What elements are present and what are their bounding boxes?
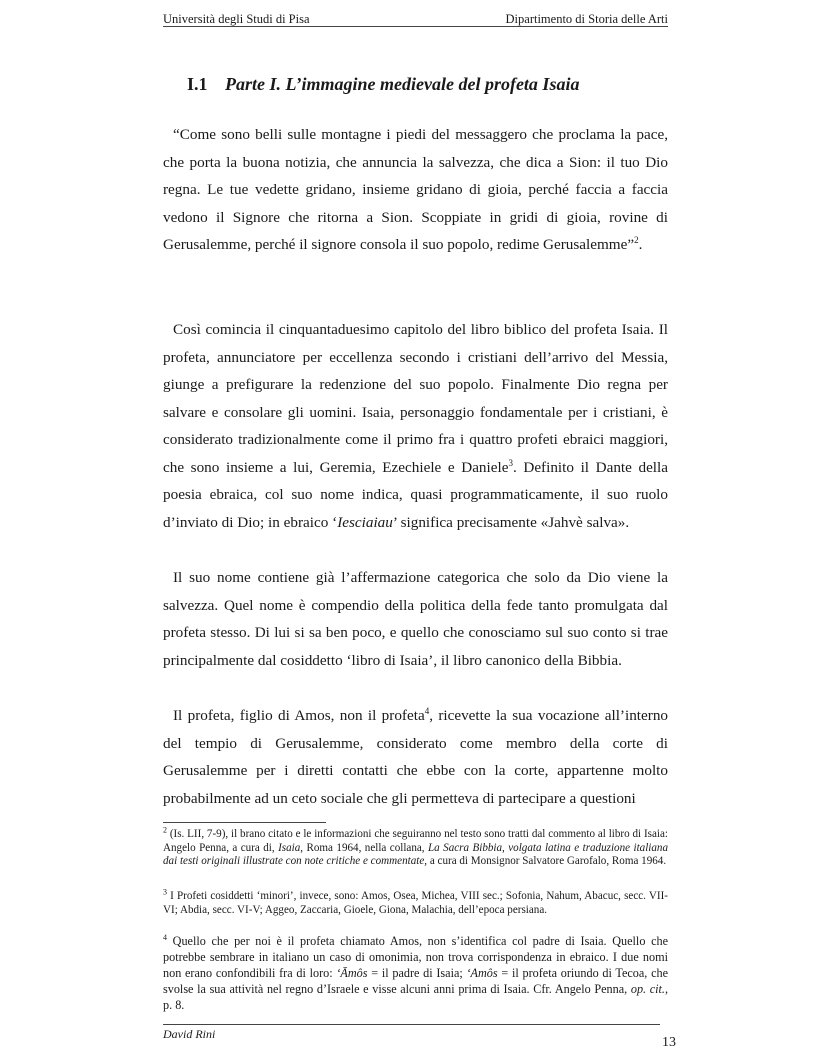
footer-separator (163, 1024, 660, 1025)
paragraph-text: Il suo nome contiene già l’affermazione categorica che solo da Dio viene la salvezza. Quel nome è compendio della politica della fede tanto promulgata dal profeta stesso. Di lui si sa ben poco, e quello che conosciamo sul suo conto si trae principalmente dal cosiddetto ‘libro di Isaia’, il libro canonico della Bibbia. (163, 569, 668, 669)
footnote-4 (163, 933, 668, 1013)
page-number: 13 (662, 1035, 676, 1050)
footnote-2 (163, 825, 669, 869)
hebrew-term: ‘Amôs (466, 966, 498, 980)
header-department: Dipartimento di Storia delle Arti (505, 12, 668, 26)
paragraph-text: Così comincia il cinquantaduesimo capitolo del libro biblico del profeta Isaia. Il profeta, annunciatore per eccellenza secondo i cristiani dell’arrivo del Messia, giunge a prefigurare la redenzione del suo popolo. Finalmente Dio regna per salvare e consolare gli uomini. Isaia, personaggio fondamentale per i cristiani, è considerato tradizionalmente come il primo fra i quattro profeti ebraici maggiori, che sono insieme a lui, Geremia, Ezechiele e Daniele (163, 321, 668, 476)
citation-abbrev: op. cit. (630, 982, 665, 996)
footnote-text: , a cura di Monsignor Salvatore Garofalo, Roma 1964. (424, 855, 667, 867)
footnote-ref-3[interactable]: 3 (508, 457, 513, 468)
paragraph-intro (163, 316, 668, 536)
section-heading (187, 74, 579, 95)
footnote-number: 3 (163, 887, 167, 897)
footnote-text: , Roma 1964, nella collana, (300, 841, 429, 854)
footnote-number: 2 (163, 825, 167, 835)
footnote-ref-2[interactable]: 2 (634, 234, 639, 245)
section-number: I.1 (187, 74, 208, 94)
paragraph-name-meaning (163, 564, 668, 674)
footnote-text: , p. 8. (163, 982, 669, 1012)
footnote-book-title: Isaia (278, 841, 301, 854)
hebrew-name: Iesciaiau (337, 513, 393, 531)
paragraph-quotation (163, 121, 668, 259)
paragraph-text: Il profeta, figlio di Amos, non il profeta (173, 707, 425, 724)
header-university: Università degli Studi di Pisa (163, 12, 310, 26)
footnote-3 (163, 887, 668, 917)
section-title: Parte I. L’immagine medievale del profeta Isaia (225, 74, 580, 94)
footnote-text: Quello che per noi è il profeta chiamato Amos, non s’identifica col padre di Isaia. Quello che potrebbe sembrare in italiano un caso di omonimia, non trova corrispondenza in ebraico. I due nomi non erano confondibili fra di loro: (163, 934, 668, 980)
footnote-text: I Profeti cosiddetti ‘minori’, invece, sono: Amos, Osea, Michea, VIII sec.; Sofonia, Nahum, Abacuc, secc. VII-VI; Abdia, secc. VI-V; Aggeo, Zaccaria, Gioele, Giona, Malachia, dell’epoca persiana. (163, 890, 668, 916)
running-header (163, 10, 668, 27)
paragraph-text: “Come sono belli sulle montagne i piedi del messaggero che proclama la pace, che porta la buona notizia, che annuncia la salvezza, che dica a Sion: il tuo Dio regna. Le tue vedette gridano, insieme gridano di gioia, perché faccia a faccia vedono il Signore che ritorna a Sion. Scoppiate in gridi di gioia, rovine di Gerusalemme, perché il signore consola il suo popolo, redime Gerusalemme” (163, 126, 668, 253)
footnote-text: = il padre di Isaia; (367, 966, 467, 980)
footer-author: David Rini (163, 1027, 216, 1041)
footnote-text: (Is. LII, 7-9), il brano citato e le informazioni che seguiranno nel testo sono tratti dal commento al libro di Isaia: Angelo Penna, a cura di, (163, 828, 668, 854)
footnote-separator (163, 822, 326, 823)
hebrew-term: ‘Āmôs (336, 966, 368, 980)
paragraph-prophet-life (163, 702, 668, 812)
paragraph-text: ’ significa precisamente «Jahvè salva». (392, 513, 630, 531)
footnote-number: 4 (163, 932, 167, 942)
paragraph-text: . (638, 236, 643, 253)
footnote-ref-4[interactable]: 4 (424, 705, 430, 716)
paragraph-text: , ricevette la sua vocazione all’interno del tempio di Gerusalemme, considerato come membro della corte di Gerusalemme per i diretti contatti che ebbe con la corte, appartenne molto probabilmente ad un ceto sociale che gli permetteva di partecipare a questioni (163, 707, 669, 807)
paragraph-text: . Definito il Dante della poesia ebraica, col suo nome indica, quasi programmaticamente, il suo ruolo d’inviato di Dio; in ebraico ‘ (163, 458, 668, 531)
footnote-text: = il profeta oriundo di Tecoa, che svolse la sua attività nel regno d’Israele e visse alcuni anni prima di Isaia. Cfr. Angelo Penna, (163, 966, 668, 996)
footnote-series-title: La Sacra Bibbia, volgata latina e traduzione italiana dai testi originali illustrate con note critiche e commentate (163, 841, 669, 867)
